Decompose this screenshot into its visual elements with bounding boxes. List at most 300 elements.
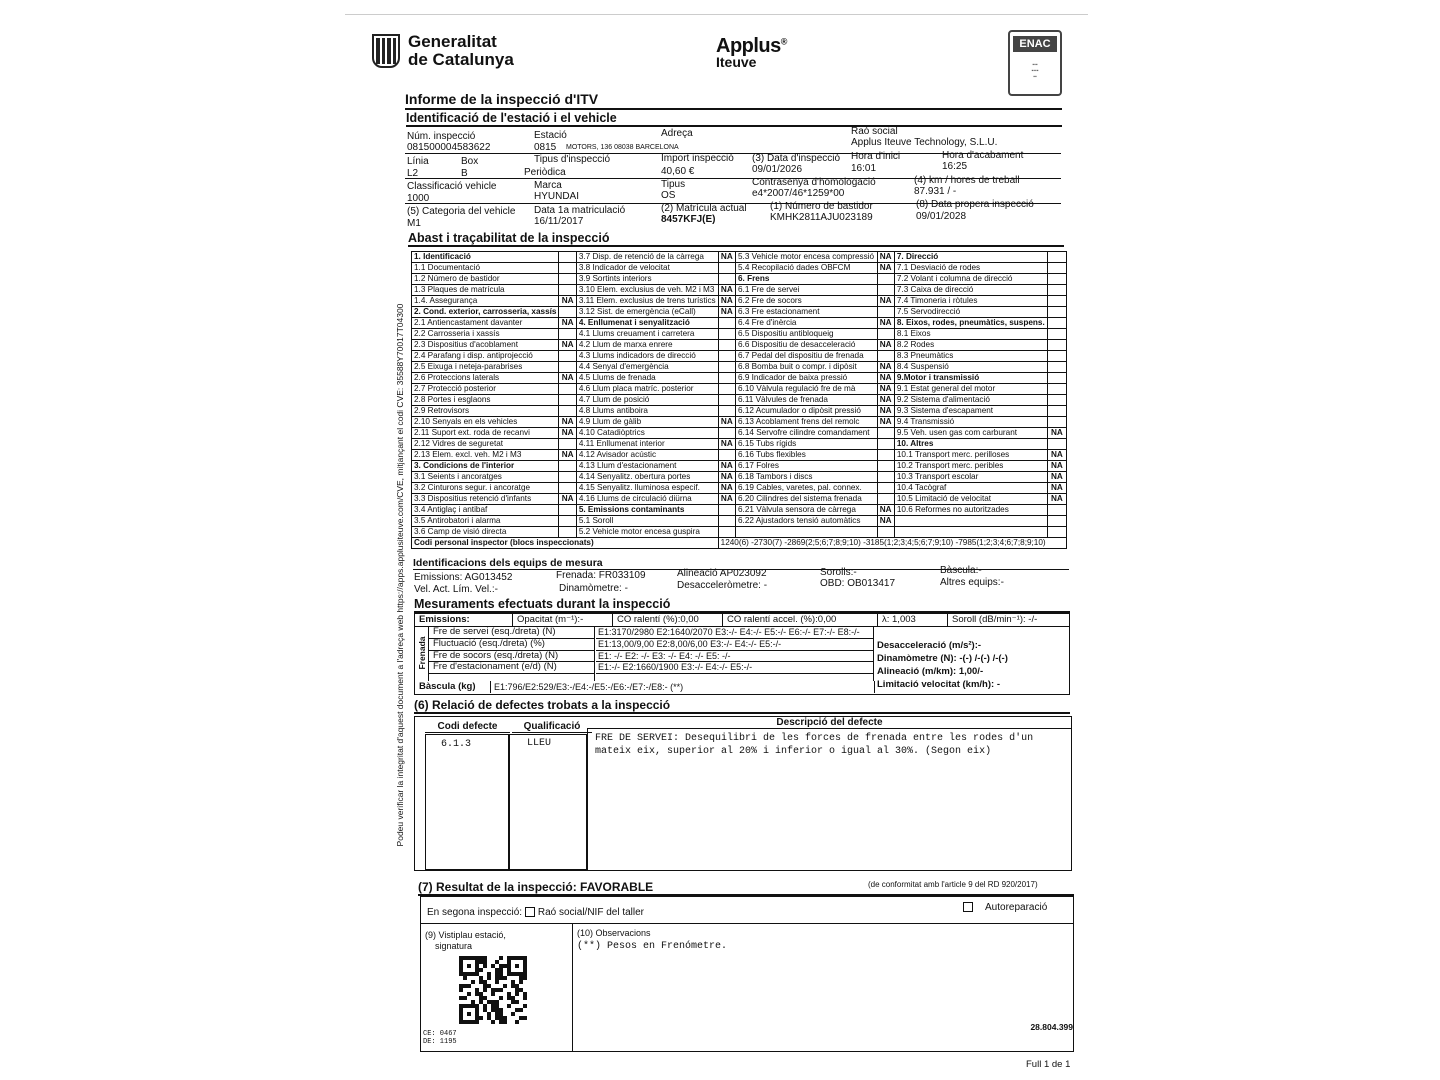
abast-na: NA	[877, 296, 894, 307]
abast-item: 8. Eixos, rodes, pneumàtics, suspens.	[894, 318, 1047, 329]
enac-seal-icon: ▪▪▪ ▪▪▪▪ ▪▪	[1031, 62, 1039, 80]
abast-item: 2.13 Elem. excl. veh. M2 i M3	[412, 450, 559, 461]
abast-item: 6.7 Pedal del dispositiu de frenada	[736, 351, 878, 362]
doc-number: 28.804.399	[1030, 1022, 1073, 1032]
abast-item	[736, 527, 878, 538]
abast-item	[894, 527, 1047, 538]
abast-item: 2.4 Parafang i disp. antiprojecció	[412, 351, 559, 362]
abast-na	[718, 450, 735, 461]
abast-item: 4.10 Catadiòptrics	[576, 428, 718, 439]
socors-label: Fre de socors (esq./dreta) (N)	[429, 651, 594, 663]
applus-logo	[716, 35, 787, 70]
abast-item: 6.15 Tubs rígids	[736, 439, 878, 450]
autorep-checkbox[interactable]	[963, 902, 973, 912]
abast-na: NA	[877, 318, 894, 329]
resultat-ref: (de conformitat amb l'article 9 del RD 920/2017)	[868, 880, 1038, 889]
abast-na	[559, 362, 576, 373]
dinam-value: Dinamòmetre (N): -(-) /-(-) /-(-)	[877, 653, 1008, 664]
data-mat-value: 16/11/2017	[534, 216, 584, 227]
contra-value: e4*2007/46*1259*00	[752, 188, 845, 199]
abast-na	[718, 395, 735, 406]
abast-item: 9.2 Sistema d'alimentació	[894, 395, 1047, 406]
abast-na	[877, 428, 894, 439]
abast-row	[412, 362, 1067, 373]
defect-codi: 6.1.3	[441, 739, 472, 750]
abast-na: NA	[559, 450, 576, 461]
registered-mark: ®	[780, 36, 787, 47]
abast-row	[412, 252, 1067, 263]
abast-item: 2.5 Eixuga i neteja-parabrises	[412, 362, 559, 373]
abast-na	[718, 516, 735, 527]
abast-item: 6.20 Cilindres del sistema frenada	[736, 494, 878, 505]
equip-emissions: Emissions: AG013452	[414, 572, 513, 583]
abast-item	[894, 516, 1047, 527]
abast-na: NA	[1047, 450, 1066, 461]
abast-item: 7.2 Volant i columna de direcció	[894, 274, 1047, 285]
abast-item: 4.5 Llums de frenada	[576, 373, 718, 384]
abast-item: 6.9 Indicador de baixa pressió	[736, 373, 878, 384]
defect-qual: LLEU	[527, 738, 552, 749]
abast-item: 2.3 Dispositius d'acoblament	[412, 340, 559, 351]
abast-na	[877, 439, 894, 450]
abast-item: 6.6 Dispositiu de desacceleració	[736, 340, 878, 351]
abast-item: 9.1 Estat general del motor	[894, 384, 1047, 395]
abast-na: NA	[718, 483, 735, 494]
abast-na	[1047, 351, 1066, 362]
equip-obd: OBD: OB013417	[820, 578, 896, 589]
abast-na: NA	[559, 318, 576, 329]
abast-item: 2.8 Portes i esglaons	[412, 395, 559, 406]
data-value: 09/01/2026	[752, 164, 803, 175]
abast-item: 6.8 Bomba buit o compr. i dipòsit	[736, 362, 878, 373]
abast-item: 6.5 Dispositiu antibloqueig	[736, 329, 878, 340]
abast-row	[412, 505, 1067, 516]
abast-row	[412, 428, 1067, 439]
abast-item: 4.14 Senyalitz. obertura portes	[576, 472, 718, 483]
abast-item: 4.8 Llums antiboira	[576, 406, 718, 417]
abast-na	[559, 483, 576, 494]
abast-item: 6.21 Vàlvula sensora de càrrega	[736, 505, 878, 516]
abast-item: 10.5 Limitació de velocitat	[894, 494, 1047, 505]
cat-value: M1	[407, 218, 421, 229]
abast-item: 2.6 Proteccions laterals	[412, 373, 559, 384]
abast-item: 9.Motor i transmissió	[894, 373, 1047, 384]
inici-label: Hora d'inici	[851, 151, 901, 162]
gen-line2: de Catalunya	[408, 50, 514, 69]
abast-item: 4.12 Avisador acústic	[576, 450, 718, 461]
abast-na: NA	[559, 417, 576, 428]
obs-value: (**) Pesos en Frenómetre.	[577, 941, 728, 952]
abast-item: 2. Cond. exterior, carrosseria, xassís	[412, 307, 559, 318]
abast-table	[411, 251, 1067, 549]
abast-na	[718, 505, 735, 516]
iteuve-text: Iteuve	[716, 54, 757, 70]
abast-item: 6.22 Ajustadors tensió automàtics	[736, 516, 878, 527]
abast-item: 1.4. Assegurança	[412, 296, 559, 307]
rao-value: Applus Iteuve Technology, S.L.U.	[851, 137, 998, 148]
defectes-box	[414, 716, 1072, 871]
obs-label: (10) Observacions	[577, 928, 651, 938]
equip-vel: Vel. Act. Lím. Vel.:-	[414, 584, 498, 595]
abast-row	[412, 483, 1067, 494]
abast-item: 10.4 Tacògraf	[894, 483, 1047, 494]
abast-item: 10.6 Reformes no autoritzades	[894, 505, 1047, 516]
equip-sorolls: Sorolls:-	[820, 567, 857, 578]
abast-na: NA	[1047, 494, 1066, 505]
abast-item: 1.3 Plaques de matrícula	[412, 285, 559, 296]
abast-na: NA	[718, 252, 735, 263]
abast-na	[877, 461, 894, 472]
abast-item: 5.4 Recopilació dades OBFCM	[736, 263, 878, 274]
servei-label: Fre de servei (esq./dreta) (N)	[429, 627, 594, 639]
alin-value: Alineació (m/km): 1,00/-	[877, 666, 984, 677]
abast-na	[877, 494, 894, 505]
abast-na	[1047, 329, 1066, 340]
abast-item: 3.9 Sortints interiors	[576, 274, 718, 285]
abast-na	[1047, 362, 1066, 373]
abast-item: 4.3 Llums indicadors de direcció	[576, 351, 718, 362]
rao-label: Raó social	[851, 126, 898, 137]
abast-na: NA	[559, 494, 576, 505]
abast-row	[412, 439, 1067, 450]
abast-item: 10. Altres	[894, 439, 1047, 450]
abast-item: 7. Direcció	[894, 252, 1047, 263]
abast-na	[559, 505, 576, 516]
abast-item: 3.8 Indicador de velocitat	[576, 263, 718, 274]
fluct-value: E1:13,00/9,00 E2:8,00/6,00 E3:-/- E4:-/- E5:-/-	[596, 639, 873, 651]
abast-item: 2.1 Antiencastament davanter	[412, 318, 559, 329]
abast-item: 4.1 Llums creuament i carretera	[576, 329, 718, 340]
abast-item: 4.2 Llum de marxa enrere	[576, 340, 718, 351]
abast-item: 6.12 Acumulador o dipòsit pressió	[736, 406, 878, 417]
servei-value: E1:3170/2980 E2:1640/2070 E3:-/- E4:-/- E5:-/- E6:-/- E7:-/- E8:-/-	[596, 627, 873, 639]
abast-item: 6. Frens	[736, 274, 878, 285]
abast-na: NA	[1047, 428, 1066, 439]
abast-row	[412, 307, 1067, 318]
abast-na	[1047, 417, 1066, 428]
abast-item: 8.2 Rodes	[894, 340, 1047, 351]
abast-na	[718, 373, 735, 384]
abast-na	[559, 384, 576, 395]
abast-na: NA	[877, 505, 894, 516]
abast-na	[877, 307, 894, 318]
abast-na: NA	[877, 252, 894, 263]
co-acc-value: CO ralentí accel. (%):0,00	[723, 614, 878, 626]
estac-value: E1:-/- E2:1660/1900 E3:-/- E4:-/- E5:-/-	[596, 662, 873, 674]
data-label: (3) Data d'inspecció	[752, 153, 841, 164]
abast-item: 7.4 Timoneria i ròtules	[894, 296, 1047, 307]
abast-item: 4. Enllumenat i senyalització	[576, 318, 718, 329]
co-value: CO ralentí (%):0,00	[613, 614, 723, 626]
adreca-value: MOTORS, 136 08038 BARCELONA	[566, 144, 679, 151]
abast-na	[559, 285, 576, 296]
classif-value: 1000	[407, 193, 430, 204]
abast-na	[559, 252, 576, 263]
tipus-v-value: OS	[661, 190, 676, 201]
abast-na: NA	[559, 296, 576, 307]
classif-label: Classificació vehicle	[407, 181, 497, 192]
abast-na	[718, 318, 735, 329]
estac-label: Fre d'estacionament (e/d) (N)	[429, 662, 594, 674]
num-insp-label: Núm. inspecció	[407, 131, 476, 142]
abast-na: NA	[718, 461, 735, 472]
abast-item: 4.11 Enllumenat interior	[576, 439, 718, 450]
ce-label: CE: 0467	[423, 1030, 457, 1038]
marca-label: Marca	[534, 180, 562, 191]
abast-item: 7.1 Desviació de rodes	[894, 263, 1047, 274]
abast-item: 5.3 Vehicle motor encesa compressió	[736, 252, 878, 263]
num-insp-value: 081500004583622	[407, 142, 491, 153]
abast-na	[1047, 395, 1066, 406]
abast-item: 3.10 Elem. exclusius de veh. M2 i M3	[576, 285, 718, 296]
abast-item: 4.16 Llums de circulació diürna	[576, 494, 718, 505]
rao-label: Raó social/NIF del taller	[537, 907, 645, 918]
abast-item: 4.15 Senyalitz. lluminosa especif.	[576, 483, 718, 494]
abast-na: NA	[877, 406, 894, 417]
abast-item: 6.1 Fre de servei	[736, 285, 878, 296]
abast-na: NA	[718, 296, 735, 307]
abast-item: 10.1 Transport merc. perilloses	[894, 450, 1047, 461]
data-mat-label: Data 1a matriculació	[534, 205, 626, 216]
abast-na	[718, 406, 735, 417]
abast-row	[412, 395, 1067, 406]
abast-na	[877, 329, 894, 340]
abast-item: 3.11 Elem. exclusius de trens turístics	[576, 296, 718, 307]
box-value: B	[461, 168, 468, 179]
inici-value: 16:01	[851, 163, 877, 174]
abast-item: 4.6 Llum placa matríc. posterior	[576, 384, 718, 395]
abast-item: 9.5 Veh. usen gas com carburant	[894, 428, 1047, 439]
abast-na: NA	[718, 439, 735, 450]
h-desc: Descripció del defecte	[587, 717, 1072, 729]
abast-item: 1. Identificació	[412, 252, 559, 263]
abast-row	[412, 329, 1067, 340]
tipus-label: Tipus d'inspecció	[534, 154, 611, 165]
abast-na	[559, 527, 576, 538]
abast-item: 2.9 Retrovisors	[412, 406, 559, 417]
abast-item: 4.13 Llum d'estacionament	[576, 461, 718, 472]
abast-item: 6.3 Fre estacionament	[736, 307, 878, 318]
verification-side-text: Podeu verificar la integritat d'aquest document a l'adreça web https://apps.applusiteuve.com/CVE, mitjançant el codi CVE: 35588Y70017T04300	[395, 303, 405, 847]
acab-value: 16:25	[942, 161, 968, 172]
abast-item: 10.2 Transport merc. peribles	[894, 461, 1047, 472]
abast-na: NA	[877, 340, 894, 351]
box-label: Box	[461, 156, 479, 167]
abast-na	[718, 263, 735, 274]
basc-label: Bàscula (kg)	[415, 681, 491, 693]
abast-na	[1047, 373, 1066, 384]
de-label: DE: 1195	[423, 1038, 457, 1046]
abast-item: 2.2 Carrosseria i xassís	[412, 329, 559, 340]
abast-row	[412, 274, 1067, 285]
abast-na	[877, 450, 894, 461]
bast-value: KMHK2811AJU023189	[770, 212, 873, 223]
abast-item: 6.10 Vàlvula regulació fre de mà	[736, 384, 878, 395]
estacio-label: Estació	[534, 130, 567, 141]
abast-na: NA	[718, 417, 735, 428]
abast-item: 8.3 Pneumàtics	[894, 351, 1047, 362]
abast-item: 8.1 Eixos	[894, 329, 1047, 340]
abast-na	[1047, 307, 1066, 318]
abast-item: 5. Emissions contaminants	[576, 505, 718, 516]
limit-value: Limitació velocitat (km/h): -	[877, 679, 1000, 690]
abast-na	[877, 527, 894, 538]
import-label: Import inspecció	[661, 153, 734, 164]
abast-na: NA	[877, 384, 894, 395]
abast-item: 6.17 Folres	[736, 461, 878, 472]
abast-na	[559, 274, 576, 285]
abast-na	[1047, 439, 1066, 450]
enac-logo	[1008, 30, 1062, 96]
contra-label: Contrasenya d'homologació	[752, 177, 876, 188]
h-codi: Codi defecte	[425, 721, 510, 733]
abast-na: NA	[1047, 461, 1066, 472]
abast-item: 6.4 Fre d'inèrcia	[736, 318, 878, 329]
codi-inspector-label: Codi personal inspector (blocs inspeccionats)	[412, 538, 719, 549]
import-value: 40,60 €	[661, 166, 695, 177]
abast-na	[1047, 505, 1066, 516]
abast-na: NA	[559, 428, 576, 439]
abast-na	[559, 263, 576, 274]
abast-na: NA	[1047, 483, 1066, 494]
qr-code-icon	[459, 956, 527, 1024]
equip-desacc: Desacceleròmetre: -	[677, 580, 768, 591]
abast-row	[412, 527, 1067, 538]
abast-na: NA	[559, 340, 576, 351]
signatura-label: signatura	[435, 941, 473, 951]
bast-label: (1) Número de bastidor	[770, 201, 873, 212]
abast-na	[559, 395, 576, 406]
marca-value: HYUNDAI	[534, 191, 580, 202]
rao-checkbox[interactable]	[525, 907, 535, 917]
estacio-value: 0815	[534, 142, 557, 153]
abast-row	[412, 373, 1067, 384]
abast-item: 3.3 Dispositius retenció d'infants	[412, 494, 559, 505]
abast-na	[559, 516, 576, 527]
abast-row	[412, 351, 1067, 362]
autorep-label: Autoreparació	[985, 902, 1048, 913]
km-label: (4) km / hores de treball	[914, 175, 1020, 186]
abast-na	[718, 340, 735, 351]
document-title: Informe de la inspecció d'ITV	[405, 91, 1062, 110]
abast-item: 6.13 Acoblament frens del remolc	[736, 417, 878, 428]
soroll-value: Soroll (dB/min⁻¹): -/-	[952, 614, 1038, 625]
abast-item: 4.4 Senyal d'emergència	[576, 362, 718, 373]
abast-na	[1047, 285, 1066, 296]
abast-item: 3.2 Cinturons segur. i ancoratge	[412, 483, 559, 494]
acab-label: Hora d'acabament	[942, 150, 1024, 161]
abast-na: NA	[718, 494, 735, 505]
equips-section-title: Identificacions dels equips de mesura	[413, 557, 1069, 570]
abast-na	[559, 461, 576, 472]
abast-item: 4.9 Llum de gàlib	[576, 417, 718, 428]
opac-value: Opacitat (m⁻¹):-	[513, 614, 613, 626]
abast-item: 7.5 Servodirecció	[894, 307, 1047, 318]
prop-value: 09/01/2028	[916, 211, 967, 222]
abast-na	[877, 472, 894, 483]
abast-na	[718, 274, 735, 285]
abast-na	[877, 285, 894, 296]
abast-row	[412, 461, 1067, 472]
defect-desc: FRE DE SERVEI: Desequilibri de les forces de frenada entre les rodes d'un mateix eix, superior al 20% i inferior o igual al 30%. (Segon eix)	[595, 733, 1034, 757]
abast-na	[559, 406, 576, 417]
abast-row	[412, 494, 1067, 505]
abast-row	[412, 450, 1067, 461]
defectes-section-title: (6) Relació de defectes trobats a la inspecció	[414, 698, 1070, 714]
abast-item: 8.4 Suspensió	[894, 362, 1047, 373]
abast-na	[877, 483, 894, 494]
abast-na	[1047, 340, 1066, 351]
abast-item: 10.3 Transport escolar	[894, 472, 1047, 483]
abast-row	[412, 406, 1067, 417]
cat-label: (5) Categoria del vehicle	[407, 206, 516, 217]
abast-na	[1047, 406, 1066, 417]
lambda-value: λ: 1,003	[878, 614, 948, 626]
abast-row	[412, 340, 1067, 351]
abast-na	[877, 351, 894, 362]
emis-label: Emissions:	[415, 614, 513, 626]
tipus-v-label: Tipus	[661, 179, 686, 190]
abast-na: NA	[877, 263, 894, 274]
abast-na	[1047, 296, 1066, 307]
codi-inspector-value: 1240(6) -2730(7) -2869(2;5;6;7;8;9;10) -3185(1;2;3;4;5;6;7;9;10) -7985(1;2;3;4;6;7;8;9;10)	[718, 538, 1066, 549]
abast-row	[412, 318, 1067, 329]
abast-item: 3.12 Sist. de emergència (eCall)	[576, 307, 718, 318]
abast-item: 3.1 Seients i ancoratges	[412, 472, 559, 483]
linia-label: Línia	[407, 156, 429, 167]
socors-value: E1: -/- E2: -/- E3: -/- E4: -/- E5: -/-	[596, 651, 873, 663]
top-rule	[345, 14, 1088, 15]
abast-item: 6.2 Fre de socors	[736, 296, 878, 307]
equip-altres: Altres equips:-	[940, 577, 1004, 588]
equip-frenada: Frenada: FR033109	[556, 570, 646, 581]
equip-dinam: Dinamòmetre: -	[559, 583, 628, 594]
abast-row	[412, 516, 1067, 527]
abast-na	[1047, 516, 1066, 527]
abast-na: NA	[877, 362, 894, 373]
mesures-section-title: Mesuraments efectuats durant la inspecció	[414, 597, 1070, 613]
tipus-value: Periòdica	[524, 167, 566, 178]
abast-na: NA	[718, 285, 735, 296]
mat-label: (2) Matrícula actual	[661, 203, 747, 214]
abast-na	[718, 351, 735, 362]
abast-item: 2.7 Protecció posterior	[412, 384, 559, 395]
segona-label: En segona inspecció:	[427, 907, 523, 918]
abast-item: 1.1 Documentació	[412, 263, 559, 274]
gen-line1: Generalitat	[408, 32, 497, 51]
abast-row	[412, 384, 1067, 395]
equip-bascula: Bàscula:-	[940, 565, 982, 576]
abast-item: 3.6 Camp de visió directa	[412, 527, 559, 538]
resultat-title: (7) Resultat de la inspecció: FAVORABLE	[418, 880, 1074, 896]
abast-item: 4.7 Llum de posició	[576, 395, 718, 406]
abast-item: 7.3 Caixa de direcció	[894, 285, 1047, 296]
abast-na: NA	[877, 417, 894, 428]
abast-na: NA	[877, 516, 894, 527]
vist-label: (9) Vistiplau estació,	[425, 930, 506, 940]
abast-na	[559, 351, 576, 362]
abast-na	[559, 329, 576, 340]
enac-text: ENAC	[1013, 36, 1057, 52]
abast-na	[559, 307, 576, 318]
abast-na	[718, 428, 735, 439]
abast-item: 3.7 Disp. de retenció de la càrrega	[576, 252, 718, 263]
km-value: 87.931 / -	[914, 186, 957, 197]
abast-na: NA	[559, 373, 576, 384]
basc-value: E1:796/E2:529/E3:-/E4:-/E5:-/E6:-/E7:-/E8:- (**)	[494, 682, 684, 692]
abast-na	[1047, 318, 1066, 329]
abast-na	[718, 384, 735, 395]
